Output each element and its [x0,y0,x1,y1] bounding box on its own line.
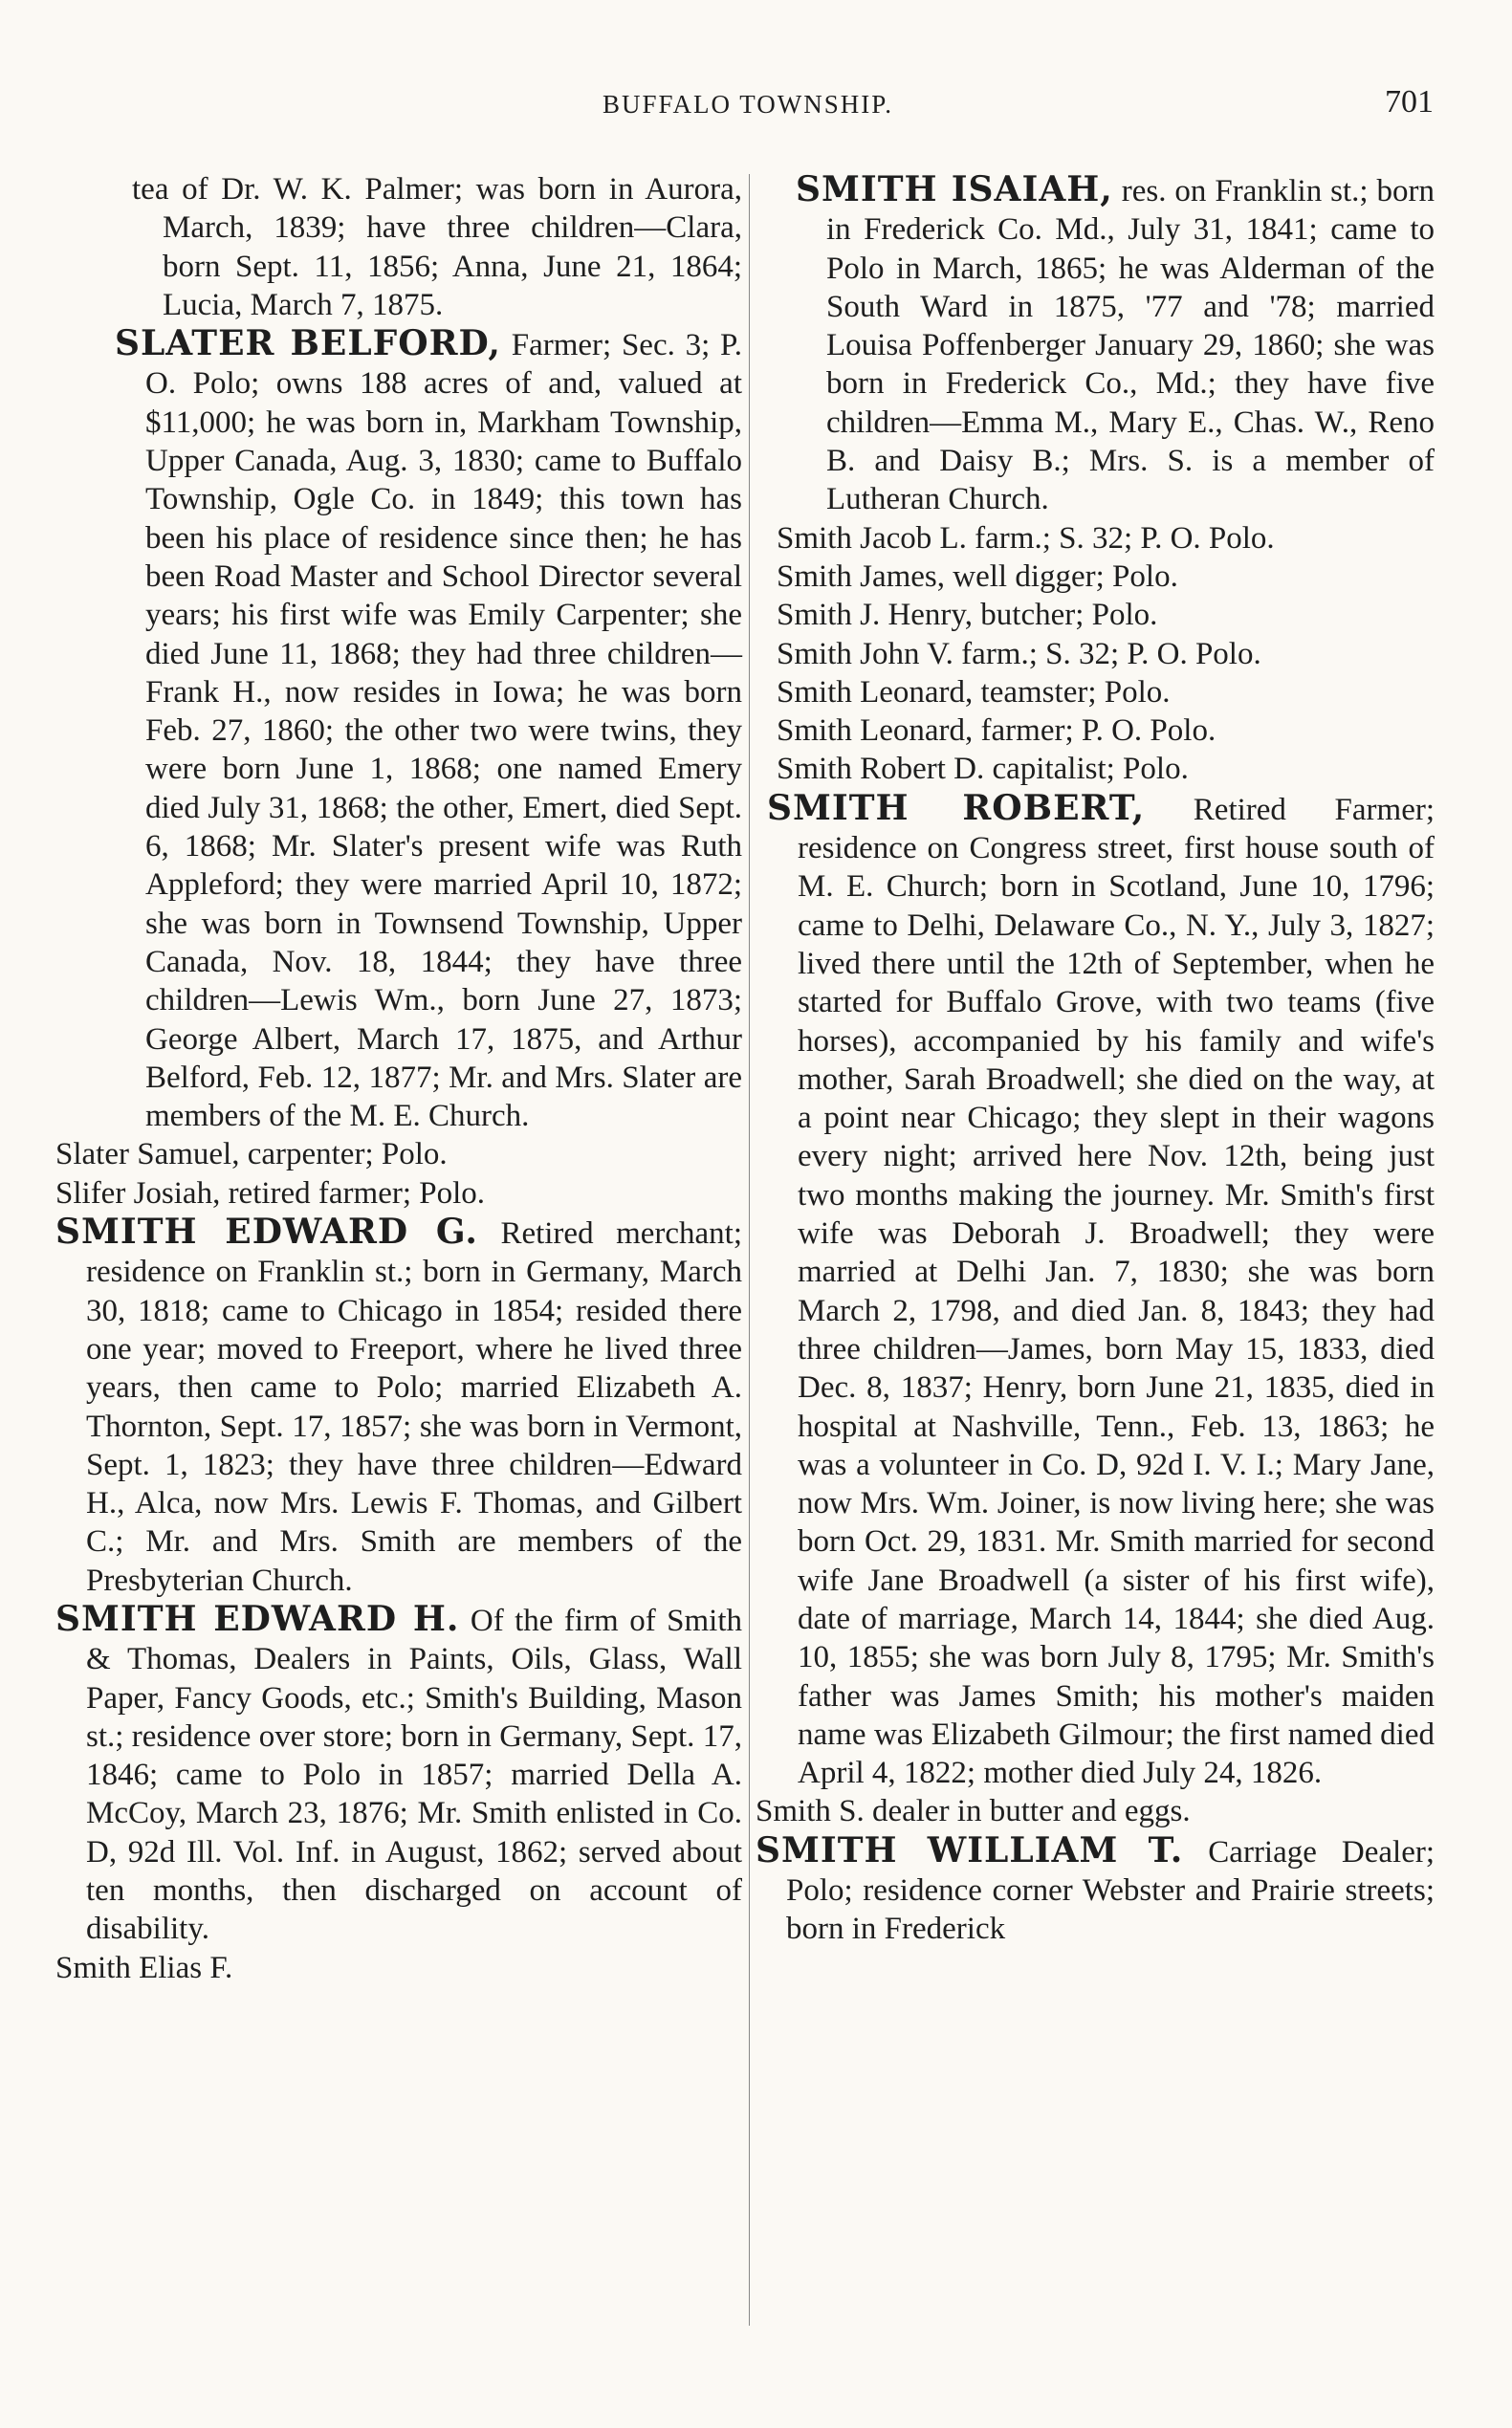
entry-text: Smith S. dealer in butter and eggs. [756,1794,1191,1829]
left-column [55,170,742,1987]
entry-name: SMITH ISAIAH, [796,169,1113,209]
page-number: 701 [1385,84,1434,120]
entry-slater-belford [115,324,742,1135]
entry-text: Smith Jacob L. farm.; S. 32; P. O. Polo. [777,520,1275,556]
entry-name: SMITH EDWARD H. [55,1598,460,1639]
entry-smith-elias [55,1949,742,1987]
entry-text: Retired Farmer; residence on Congress street, first house south of M. E. Church; born in Scotland, June 10, 1796; came to Delhi, Delaware Co., N. Y., July 3, 1827; lived there until the 12th of September, when he started for Buffalo Grove, with two teams (five horses), accompanied by his family and wife's mother, Sarah Broadwell; she died on the way, at a point near Chicago; they slept in their wagons every night; arrived here Nov. 12th, being just two months making the journey. Mr. Smith's first wife was Deborah J. Broadwell; they were married at Delhi Jan. 7, 1830; she was born March 2, 1798, and died Jan. 8, 1843; they had three children—James, born May 15, 1833, died Dec. 8, 1837; Henry, born June 21, 1835, died in hospital at Nashville, Tenn., Feb. 13, 1863; he was a volunteer in Co. D, 92d I. V. I.; Mary Jane, now Mrs. Wm. Joiner, is now living here; she was born Oct. 29, 1831. Mr. Smith married for second wife Jane Broadwell (a sister of his first wife), date of marriage, March 14, 1844; she died Aug. 10, 1855; she was born July 8, 1795; Mr. Smith's father was James Smith; his mother's maiden name was Elizabeth Gilmour; the first named died April 4, 1822; mother died July 24, 1826. [798,792,1435,1791]
entry-text: Smith James, well digger; Polo. [777,558,1178,594]
entry-palmer-continuation [132,170,742,324]
entry-text: res. on Franklin st.; born in Frederick Co. Md., July 31, 1841; came to Polo in March, 1865; he was Alderman of the South Ward in 1875, '77 and '78; married Louisa Poffenberger January 29, 1860; she was born in Frederick Co., Md.; they have five children—Emma M., Mary E., Chas. W., Reno B. and Daisy B.; Mrs. S. is a member of Lutheran Church. [826,174,1435,517]
entry-smith-leonard-farmer [777,711,1435,750]
entry-text: tea of Dr. W. K. Palmer; was born in Aurora, March, 1839; have three children—Clara, born Sept. 11, 1856; Anna, June 21, 1864; Lucia, March 7, 1875. [132,172,742,322]
column-rule [749,174,750,2326]
entry-smith-edward-h [55,1600,742,1949]
entry-smith-isaiah [796,170,1435,519]
entry-text: Farmer; Sec. 3; P. O. Polo; owns 188 acres of and, valued at $11,000; he was born in, Markham Township, Upper Canada, Aug. 3, 1830; came to Buffalo Township, Ogle Co. in 1849; this town has been his place of residence since then; he has been Road Master and School Director several years; his first wife was Emily Carpenter; she died June 11, 1868; they had three children—Frank H., now resides in Iowa; he was born Feb. 27, 1860; the other two were twins, they were born June 1, 1868; one named Emery died July 31, 1868; the other, Emert, died Sept. 6, 1868; Mr. Slater's present wife was Ruth Appleford; they were married April 10, 1872; she was born in Townsend Township, Upper Canada, Nov. 18, 1844; they have three children—Lewis Wm., born June 27, 1873; George Albert, March 17, 1875, and Arthur Belford, Feb. 12, 1877; Mr. and Mrs. Slater are members of the M. E. Church. [145,328,742,1134]
entry-text: Smith Robert D. capitalist; Polo. [777,752,1189,787]
entry-smith-robert [767,789,1435,1793]
entry-text: Smith J. Henry, butcher; Polo. [777,598,1158,633]
entry-slater-samuel [55,1135,742,1173]
entry-text: Carriage Dealer; Polo; residence corner Webster and Prairie streets; born in Frederick [786,1834,1435,1947]
entry-smith-leonard-teamster [777,673,1435,711]
entry-smith-john [777,635,1435,673]
entry-smith-robert-d [777,750,1435,788]
entry-text: Slater Samuel, carpenter; Polo. [55,1137,448,1172]
entry-name: SMITH EDWARD G. [55,1212,478,1253]
entry-text: Of the firm of Smith & Thomas, Dealers in Paints, Oils, Glass, Wall Paper, Fancy Goods, etc.; Smith's Building, Mason st.; residence over store; born in Germany, Sept. 17, 1846; came to Polo in 1857; married Della A. McCoy, March 23, 1876; Mr. Smith enlisted in Co. D, 92d Ill. Vol. Inf. in August, 1862; served about ten months, then discharged on account of disability. [86,1603,742,1947]
entry-smith-j-henry [777,596,1435,634]
entry-smith-s [756,1792,1435,1830]
entry-text: Smith Elias F. [55,1950,233,1985]
entry-text: Smith Leonard, teamster; Polo. [777,674,1171,710]
right-column [756,170,1435,1949]
running-head: BUFFALO TOWNSHIP. [603,90,894,119]
entry-slifer-josiah [55,1174,742,1213]
entry-smith-jacob [777,519,1435,558]
entry-text: Smith Leonard, farmer; P. O. Polo. [777,713,1216,749]
page-header [0,84,1512,132]
entry-smith-james [777,558,1435,596]
entry-text: Retired merchant; residence on Franklin st.; born in Germany, March 30, 1818; came to Chicago in 1854; resided there one year; moved to Freeport, where he lived three years, then came to Polo; married Elizabeth A. Thornton, Sept. 17, 1857; she was born in Vermont, Sept. 1, 1823; they have three children—Edward H., Alca, now Mrs. Lewis F. Thomas, and Gilbert C.; Mr. and Mrs. Smith are members of the Presbyterian Church. [86,1216,743,1598]
entry-name: SLATER BELFORD, [115,323,501,364]
entry-name: SMITH ROBERT, [767,787,1146,828]
entry-smith-edward-g [55,1213,742,1600]
entry-text: Slifer Josiah, retired farmer; Polo. [55,1175,486,1211]
entry-name: SMITH WILLIAM T. [756,1829,1184,1870]
entry-text: Smith John V. farm.; S. 32; P. O. Polo. [777,636,1261,671]
entry-smith-william [756,1831,1435,1949]
